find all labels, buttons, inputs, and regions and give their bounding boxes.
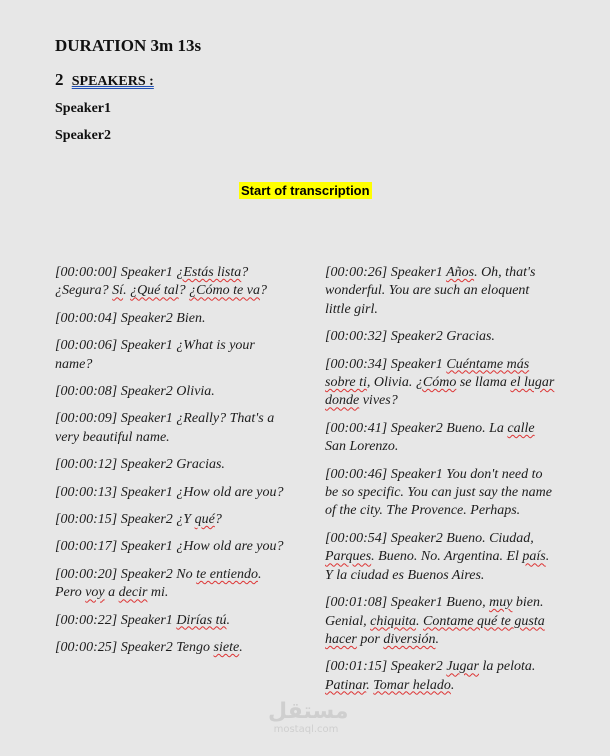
transcript-text: ?	[178, 283, 190, 299]
spellcheck-flagged-text: decir	[118, 585, 148, 601]
transcript-entry	[55, 566, 287, 603]
transcript-text: por	[356, 631, 384, 647]
start-of-transcription-banner: Start of transcription	[241, 183, 370, 198]
transcript-text: [00:01:08] Speaker1 Bueno,	[325, 595, 490, 611]
transcript-text: vives?	[359, 393, 398, 409]
transcript-text: [00:00:41] Speaker2 Bueno. La	[325, 420, 508, 436]
spellcheck-flagged-text: Años	[446, 265, 475, 280]
transcript-text: . Pero	[55, 566, 262, 601]
transcript-text: bien. Genial,	[325, 595, 544, 629]
transcript-entry	[55, 310, 287, 328]
transcript-column-right	[325, 264, 557, 704]
transcript-text: San Lorenzo.	[325, 439, 399, 455]
transcript-text: .	[416, 613, 423, 629]
spellcheck-flagged-text: ¿Estás lista	[176, 265, 242, 280]
transcript-text: [00:00:04] Speaker2 Bien.	[55, 310, 206, 326]
spellcheck-flagged-text: siete	[213, 640, 240, 656]
transcript-text: [00:00:06] Speaker1 ¿What is your name?	[55, 338, 255, 372]
spellcheck-flagged-text: muy	[489, 595, 513, 611]
transcript-text: ?	[259, 283, 267, 299]
transcript-entry	[55, 383, 287, 401]
mostaql-watermark	[268, 699, 349, 736]
speaker1-label: Speaker1	[55, 101, 111, 116]
transcript-entry	[325, 658, 557, 695]
transcript-text: .	[226, 612, 230, 628]
speakers-heading	[55, 70, 154, 90]
transcript-text: se llama	[456, 375, 511, 391]
spellcheck-flagged-text: país	[522, 549, 546, 565]
spellcheck-flagged-text: Dirías tú	[176, 612, 227, 628]
transcript-text: a	[104, 585, 119, 601]
transcript-entry	[325, 328, 557, 346]
spellcheck-flagged-text: Sí	[112, 283, 124, 299]
transcript-text: [00:00:32] Speaker2 Gracias.	[325, 329, 495, 345]
spellcheck-flagged-text: chiquita	[370, 613, 416, 629]
transcript-text: [00:00:09] Speaker1 ¿Really? That's a very beautiful name.	[55, 411, 275, 445]
transcript-entry	[55, 410, 287, 447]
transcript-text: [00:00:13] Speaker1 ¿How old are you?	[55, 484, 284, 500]
transcript-text: la pelota.	[478, 659, 536, 675]
transcript-entry	[325, 264, 557, 319]
speaker2-label: Speaker2	[55, 128, 111, 143]
transcript-text: .	[366, 677, 374, 693]
spellcheck-flagged-text: ¿Qué tal	[130, 283, 179, 299]
duration-heading: DURATION 3m 13s	[55, 36, 202, 55]
transcript-text: . Oh, that's wonderful. You are such an eloquent little girl.	[325, 265, 536, 317]
transcript-text: [00:00:54] Speaker2 Bueno. Ciudad,	[325, 530, 534, 546]
transcript-text: ? ¿Segura?	[55, 265, 249, 299]
transcript-entry	[325, 356, 557, 411]
transcript-text: [00:00:20] Speaker2 No	[55, 566, 197, 582]
transcript-text: [00:00:25] Speaker2 Tengo	[55, 640, 214, 656]
transcript-text: [00:00:34] Speaker1	[325, 356, 447, 372]
transcript-entry	[55, 639, 287, 657]
transcript-text: . Y la ciudad es Buenos Aires.	[325, 549, 550, 583]
transcript-text: [00:00:12] Speaker2 Gracias.	[55, 457, 225, 473]
spellcheck-flagged-text: te entiendo	[196, 566, 258, 582]
transcript-entry	[55, 337, 287, 374]
transcript-entry	[325, 530, 557, 585]
spellcheck-flagged-text: Cuéntame más sobre ti	[325, 356, 530, 391]
spellcheck-flagged-text: Patinar	[325, 677, 367, 693]
spellcheck-flagged-text: calle	[507, 420, 535, 436]
watermark-latin: mostaql.com	[273, 724, 339, 735]
spellcheck-flagged-text: voy	[85, 585, 105, 601]
spellcheck-flagged-text: qué	[194, 512, 215, 528]
transcript-text: .	[450, 677, 455, 693]
watermark-arabic: مستقل	[268, 699, 349, 724]
transcript-entry	[55, 484, 287, 502]
transcript-entry	[55, 511, 287, 529]
transcript-text: [00:00:08] Speaker2 Olivia.	[55, 384, 215, 400]
transcript-text: [00:00:22] Speaker1	[55, 612, 177, 628]
transcript-text: mi.	[147, 585, 169, 601]
spellcheck-flagged-text: diversión	[383, 631, 436, 647]
transcript-column-left	[55, 264, 287, 667]
transcript-text: [00:00:26] Speaker1	[325, 265, 447, 280]
spellcheck-flagged-text: Tomar helado	[373, 677, 451, 693]
spellcheck-flagged-text: el lugar donde	[325, 375, 555, 409]
transcript-text: [00:00:17] Speaker1 ¿How old are you?	[55, 539, 284, 555]
transcript-text: . Bueno. No. Argentina. El	[371, 549, 523, 565]
spellcheck-flagged-text: Jugar	[446, 659, 479, 675]
transcript-text: , Olivia.	[366, 375, 416, 391]
spellcheck-flagged-text: ¿Cómo	[415, 375, 457, 391]
transcript-text: .	[123, 283, 131, 299]
transcript-text: [00:00:00] Speaker1	[55, 265, 177, 280]
transcript-text: [00:01:15] Speaker2	[325, 659, 447, 675]
spellcheck-flagged-text: Parques	[325, 549, 372, 565]
transcript-entry	[55, 538, 287, 556]
transcript-entry	[325, 466, 557, 521]
transcript-entry	[325, 420, 557, 457]
spellcheck-flagged-text: Contame qué te gusta hacer	[325, 613, 545, 647]
transcript-entry	[55, 264, 287, 301]
transcript-text: .	[435, 631, 439, 647]
transcript-entry	[325, 594, 557, 649]
transcript-text: ?	[214, 512, 222, 528]
transcript-entry	[55, 456, 287, 474]
transcript-text: .	[239, 640, 243, 656]
speakers-label: SPEAKERS :	[71, 74, 154, 89]
transcript-text: [00:00:46] Speaker1 You don't need to be so specific. You can just say the name of the city. The Provence. Perhaps.	[325, 466, 552, 519]
transcript-entry	[55, 612, 287, 630]
speakers-count: 2	[55, 70, 64, 89]
transcript-text: [00:00:15] Speaker2 ¿Y	[55, 512, 195, 528]
spellcheck-flagged-text: ¿Cómo te va	[189, 283, 260, 299]
